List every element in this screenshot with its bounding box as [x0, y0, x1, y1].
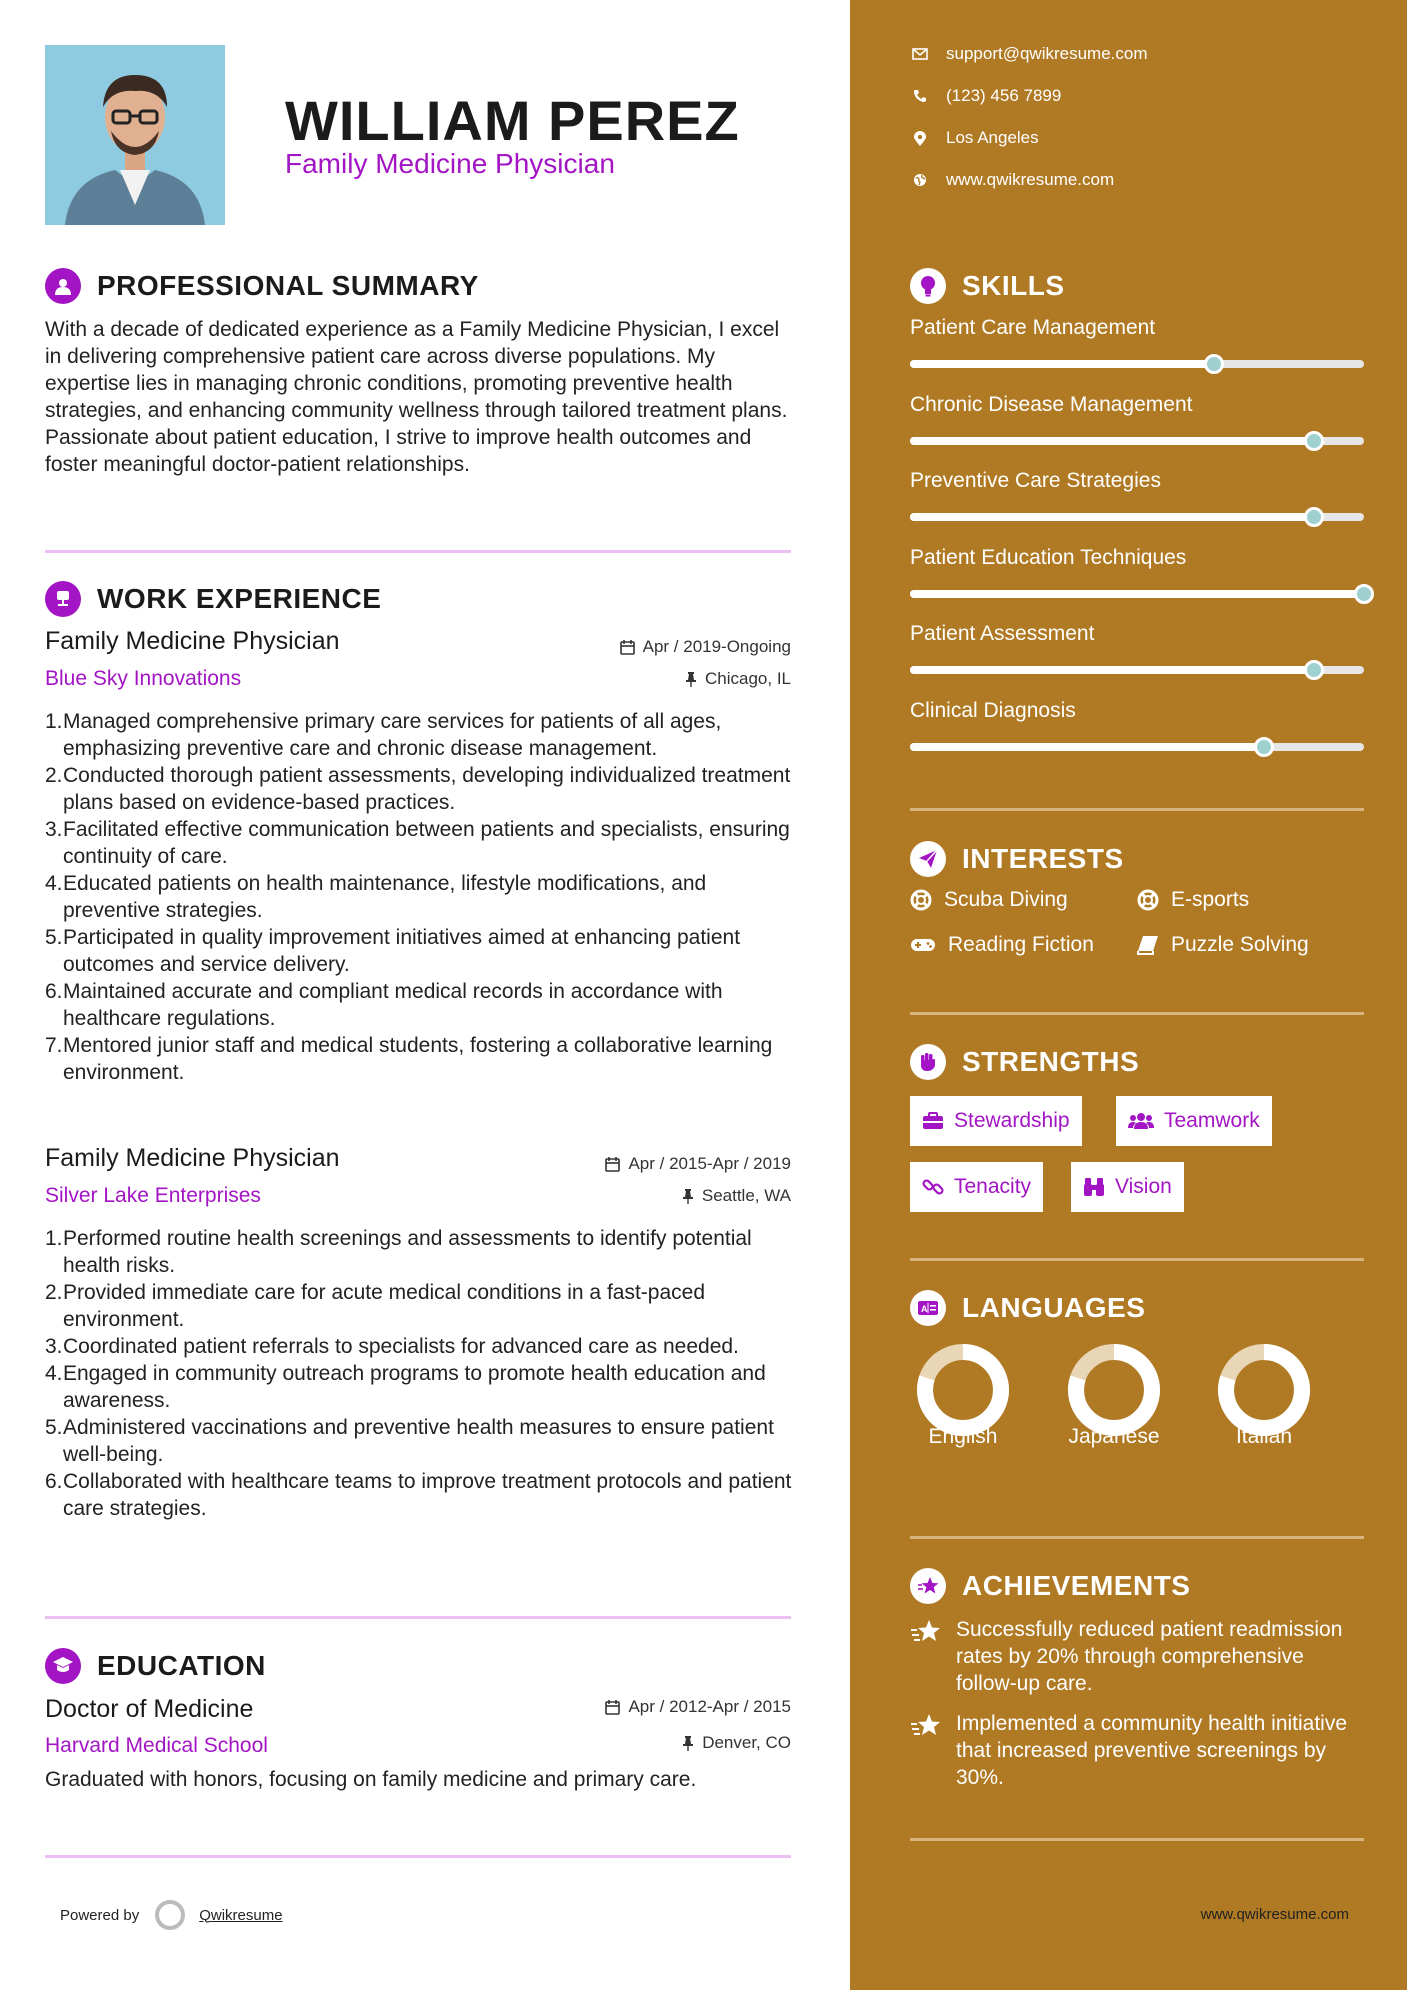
skill-bar-fill	[910, 743, 1264, 751]
gamepad-icon	[910, 937, 936, 953]
life-ring-icon	[1137, 889, 1159, 911]
skill-label: Chronic Disease Management	[910, 392, 1193, 416]
brand-link[interactable]: Qwikresume	[199, 1906, 283, 1924]
section-divider	[910, 1536, 1364, 1539]
list-item: 2. Conducted thorough patient assessments, developing individualized treatment plans based on evidence-based practices.	[45, 764, 791, 814]
job-bullets	[45, 708, 795, 1086]
interests-title: INTERESTS	[962, 843, 1124, 874]
footer-site[interactable]: www.qwikresume.com	[1200, 1906, 1349, 1923]
education-title: EDUCATION	[97, 1650, 266, 1681]
life-ring-icon	[910, 889, 932, 911]
section-divider	[910, 808, 1364, 811]
skill-bar	[910, 360, 1364, 368]
interest-item: Scuba Diving	[910, 888, 1068, 912]
graduation-cap-icon	[45, 1648, 81, 1684]
strength-chip: Teamwork	[1116, 1096, 1272, 1146]
list-item: 5. Participated in quality improvement initiatives aimed at enhancing patient outcomes and service delivery.	[45, 926, 741, 976]
pin-icon	[682, 1736, 694, 1751]
globe-icon	[913, 173, 927, 187]
book-icon	[1137, 935, 1159, 955]
skill-bar-knob	[1304, 431, 1324, 451]
list-item: 6. Collaborated with healthcare teams to improve treatment protocols and patient care strategies.	[45, 1470, 792, 1520]
strength-chip: Vision	[1071, 1162, 1184, 1212]
education-date-text: Apr / 2012-Apr / 2015	[628, 1697, 791, 1716]
list-item: 2. Provided immediate care for acute medical conditions in a fast-paced environment.	[45, 1281, 705, 1331]
star-icon	[910, 1618, 942, 1644]
school-name: Harvard Medical School	[45, 1734, 268, 1757]
sidebar	[850, 0, 1407, 1990]
skill-bar-knob	[1254, 737, 1274, 757]
skill-bar-fill	[910, 437, 1314, 445]
education-description: Graduated with honors, focusing on family medicine and primary care.	[45, 1768, 697, 1791]
contact-phone[interactable]	[910, 86, 1061, 106]
education-date	[605, 1697, 791, 1717]
section-divider	[45, 550, 791, 553]
interests-heading	[910, 841, 1124, 877]
contact-location-text: Los Angeles	[946, 128, 1039, 147]
work-title: WORK EXPERIENCE	[97, 583, 382, 614]
job-date	[620, 637, 791, 657]
job-title: Family Medicine Physician	[45, 627, 340, 655]
user-icon	[45, 268, 81, 304]
binoculars-icon	[1083, 1177, 1105, 1197]
skill-bar-fill	[910, 666, 1314, 674]
phone-icon	[913, 89, 927, 103]
language-label: English	[928, 1425, 998, 1448]
skill-bar	[910, 590, 1364, 598]
education-location-text: Denver, CO	[702, 1733, 791, 1752]
calendar-icon	[605, 1700, 620, 1715]
skill-bar-knob	[1204, 354, 1224, 374]
briefcase-icon	[45, 581, 81, 617]
list-item: 4. Engaged in community outreach programs to promote health education and awareness.	[45, 1362, 766, 1412]
strength-chip: Tenacity	[910, 1162, 1043, 1212]
contact-phone-text: (123) 456 7899	[946, 86, 1062, 105]
strengths-title: STRENGTHS	[962, 1046, 1140, 1077]
candidate-role: Family Medicine Physician	[285, 148, 615, 179]
job-title: Family Medicine Physician	[45, 1144, 340, 1172]
skill-label: Preventive Care Strategies	[910, 469, 1161, 492]
achievements-title: ACHIEVEMENTS	[962, 1570, 1191, 1601]
skill-label: Clinical Diagnosis	[910, 698, 1076, 722]
job-bullets	[45, 1225, 795, 1522]
list-item: 6. Maintained accurate and compliant medical records in accordance with healthcare regulations.	[45, 980, 723, 1030]
powered-by-label: Powered by	[60, 1906, 140, 1924]
language-label: Italian	[1235, 1425, 1293, 1448]
achievements-heading	[910, 1568, 1190, 1604]
skill-bar-knob	[1354, 584, 1374, 604]
summary-text: With a decade of dedicated experience as a Family Medicine Physician, I excel in delivering comprehensive patient care across diverse populations. My expertise lies in managing chronic conditions, promoting preventive health strategies, and enhancing community wellness through tailored treatment plans. Passionate about patient education, I strive to improve health outcomes and foster meaningful doctor-patient relationships.	[45, 318, 788, 476]
skill-bar-knob	[1304, 507, 1324, 527]
job-location-text: Chicago, IL	[705, 669, 791, 688]
profile-photo	[45, 45, 225, 225]
work-heading	[45, 581, 381, 617]
interest-item: E-sports	[1137, 888, 1249, 912]
fist-icon	[910, 1044, 946, 1080]
calendar-icon	[620, 640, 635, 655]
section-divider	[910, 1012, 1364, 1015]
star-badge-icon	[910, 1568, 946, 1604]
calendar-icon	[605, 1157, 620, 1172]
skills-heading	[910, 268, 1065, 304]
languages-heading	[910, 1290, 1145, 1326]
list-item: 3. Facilitated effective communication between patients and specialists, ensuring continuity of care.	[45, 818, 790, 868]
skill-bar-knob	[1304, 660, 1324, 680]
job-company: Blue Sky Innovations	[45, 667, 242, 690]
svg-text:A: A	[921, 1304, 928, 1314]
paper-plane-icon	[910, 841, 946, 877]
degree-title: Doctor of Medicine	[45, 1695, 254, 1723]
section-divider	[910, 1258, 1364, 1261]
lightbulb-icon	[910, 268, 946, 304]
skill-bar-fill	[910, 513, 1314, 521]
interest-item: Reading Fiction	[910, 933, 1094, 957]
pin-icon	[682, 1189, 694, 1204]
contact-website-text: www.qwikresume.com	[946, 170, 1115, 189]
interest-item: Puzzle Solving	[1137, 933, 1309, 957]
powered-by	[60, 1900, 283, 1930]
achievement-item: Implemented a community health initiative that increased preventive screenings by 30%.	[910, 1710, 1350, 1791]
job-date	[605, 1154, 791, 1174]
strength-chip: Stewardship	[910, 1096, 1082, 1146]
language-label: Japanese	[1068, 1425, 1160, 1448]
job-date-text: Apr / 2015-Apr / 2019	[628, 1154, 791, 1173]
languages-title: LANGUAGES	[962, 1292, 1146, 1323]
briefcase-icon	[922, 1112, 944, 1130]
users-icon	[1128, 1112, 1154, 1130]
job-location	[682, 1186, 791, 1206]
skill-label: Patient Assessment	[910, 622, 1095, 645]
skill-bar	[910, 666, 1364, 674]
job-location-text: Seattle, WA	[701, 1186, 791, 1205]
list-item: 1. Performed routine health screenings and assessments to identify potential health risks.	[45, 1227, 752, 1277]
envelope-icon	[912, 48, 928, 60]
summary-title: PROFESSIONAL SUMMARY	[97, 270, 479, 301]
skill-bar-fill	[910, 590, 1364, 598]
skill-bar	[910, 437, 1364, 445]
summary-heading	[45, 268, 479, 304]
section-divider	[45, 1616, 791, 1619]
job-company: Silver Lake Enterprises	[45, 1184, 261, 1207]
education-heading	[45, 1648, 266, 1684]
section-divider	[45, 1855, 791, 1858]
list-item: 7. Mentored junior staff and medical students, fostering a collaborative learning environment.	[45, 1034, 773, 1084]
map-marker-icon	[914, 131, 926, 146]
section-divider	[910, 1838, 1364, 1841]
qwikresume-logo-icon	[155, 1900, 185, 1930]
contact-email-text: support@qwikresume.com	[946, 44, 1148, 63]
contact-location	[910, 128, 1039, 148]
link-icon	[922, 1176, 944, 1198]
contact-website[interactable]	[910, 170, 1114, 190]
candidate-name: WILLIAM PEREZ	[285, 89, 740, 152]
star-icon	[910, 1712, 942, 1738]
list-item: 4. Educated patients on health maintenance, lifestyle modifications, and preventive strategies.	[45, 872, 707, 922]
job-location	[685, 669, 791, 689]
skill-label: Patient Care Management	[910, 316, 1156, 339]
list-item: 1. Managed comprehensive primary care services for patients of all ages, emphasizing preventive care and chronic disease management.	[45, 710, 722, 760]
contact-email[interactable]	[910, 44, 1148, 64]
pin-icon	[685, 672, 697, 687]
achievement-item: Successfully reduced patient readmission rates by 20% through comprehensive follow-up care.	[910, 1616, 1350, 1697]
skill-bar	[910, 743, 1364, 751]
education-location	[682, 1733, 791, 1753]
skill-bar	[910, 513, 1364, 521]
language-icon	[910, 1290, 946, 1326]
strengths-heading	[910, 1044, 1139, 1080]
skill-label: Patient Education Techniques	[910, 545, 1187, 569]
skill-bar-fill	[910, 360, 1214, 368]
skills-title: SKILLS	[962, 270, 1065, 301]
job-date-text: Apr / 2019-Ongoing	[642, 637, 791, 656]
list-item: 5. Administered vaccinations and preventive health measures to ensure patient well-being.	[45, 1416, 774, 1466]
list-item: 3. Coordinated patient referrals to specialists for advanced care as needed.	[45, 1335, 739, 1358]
